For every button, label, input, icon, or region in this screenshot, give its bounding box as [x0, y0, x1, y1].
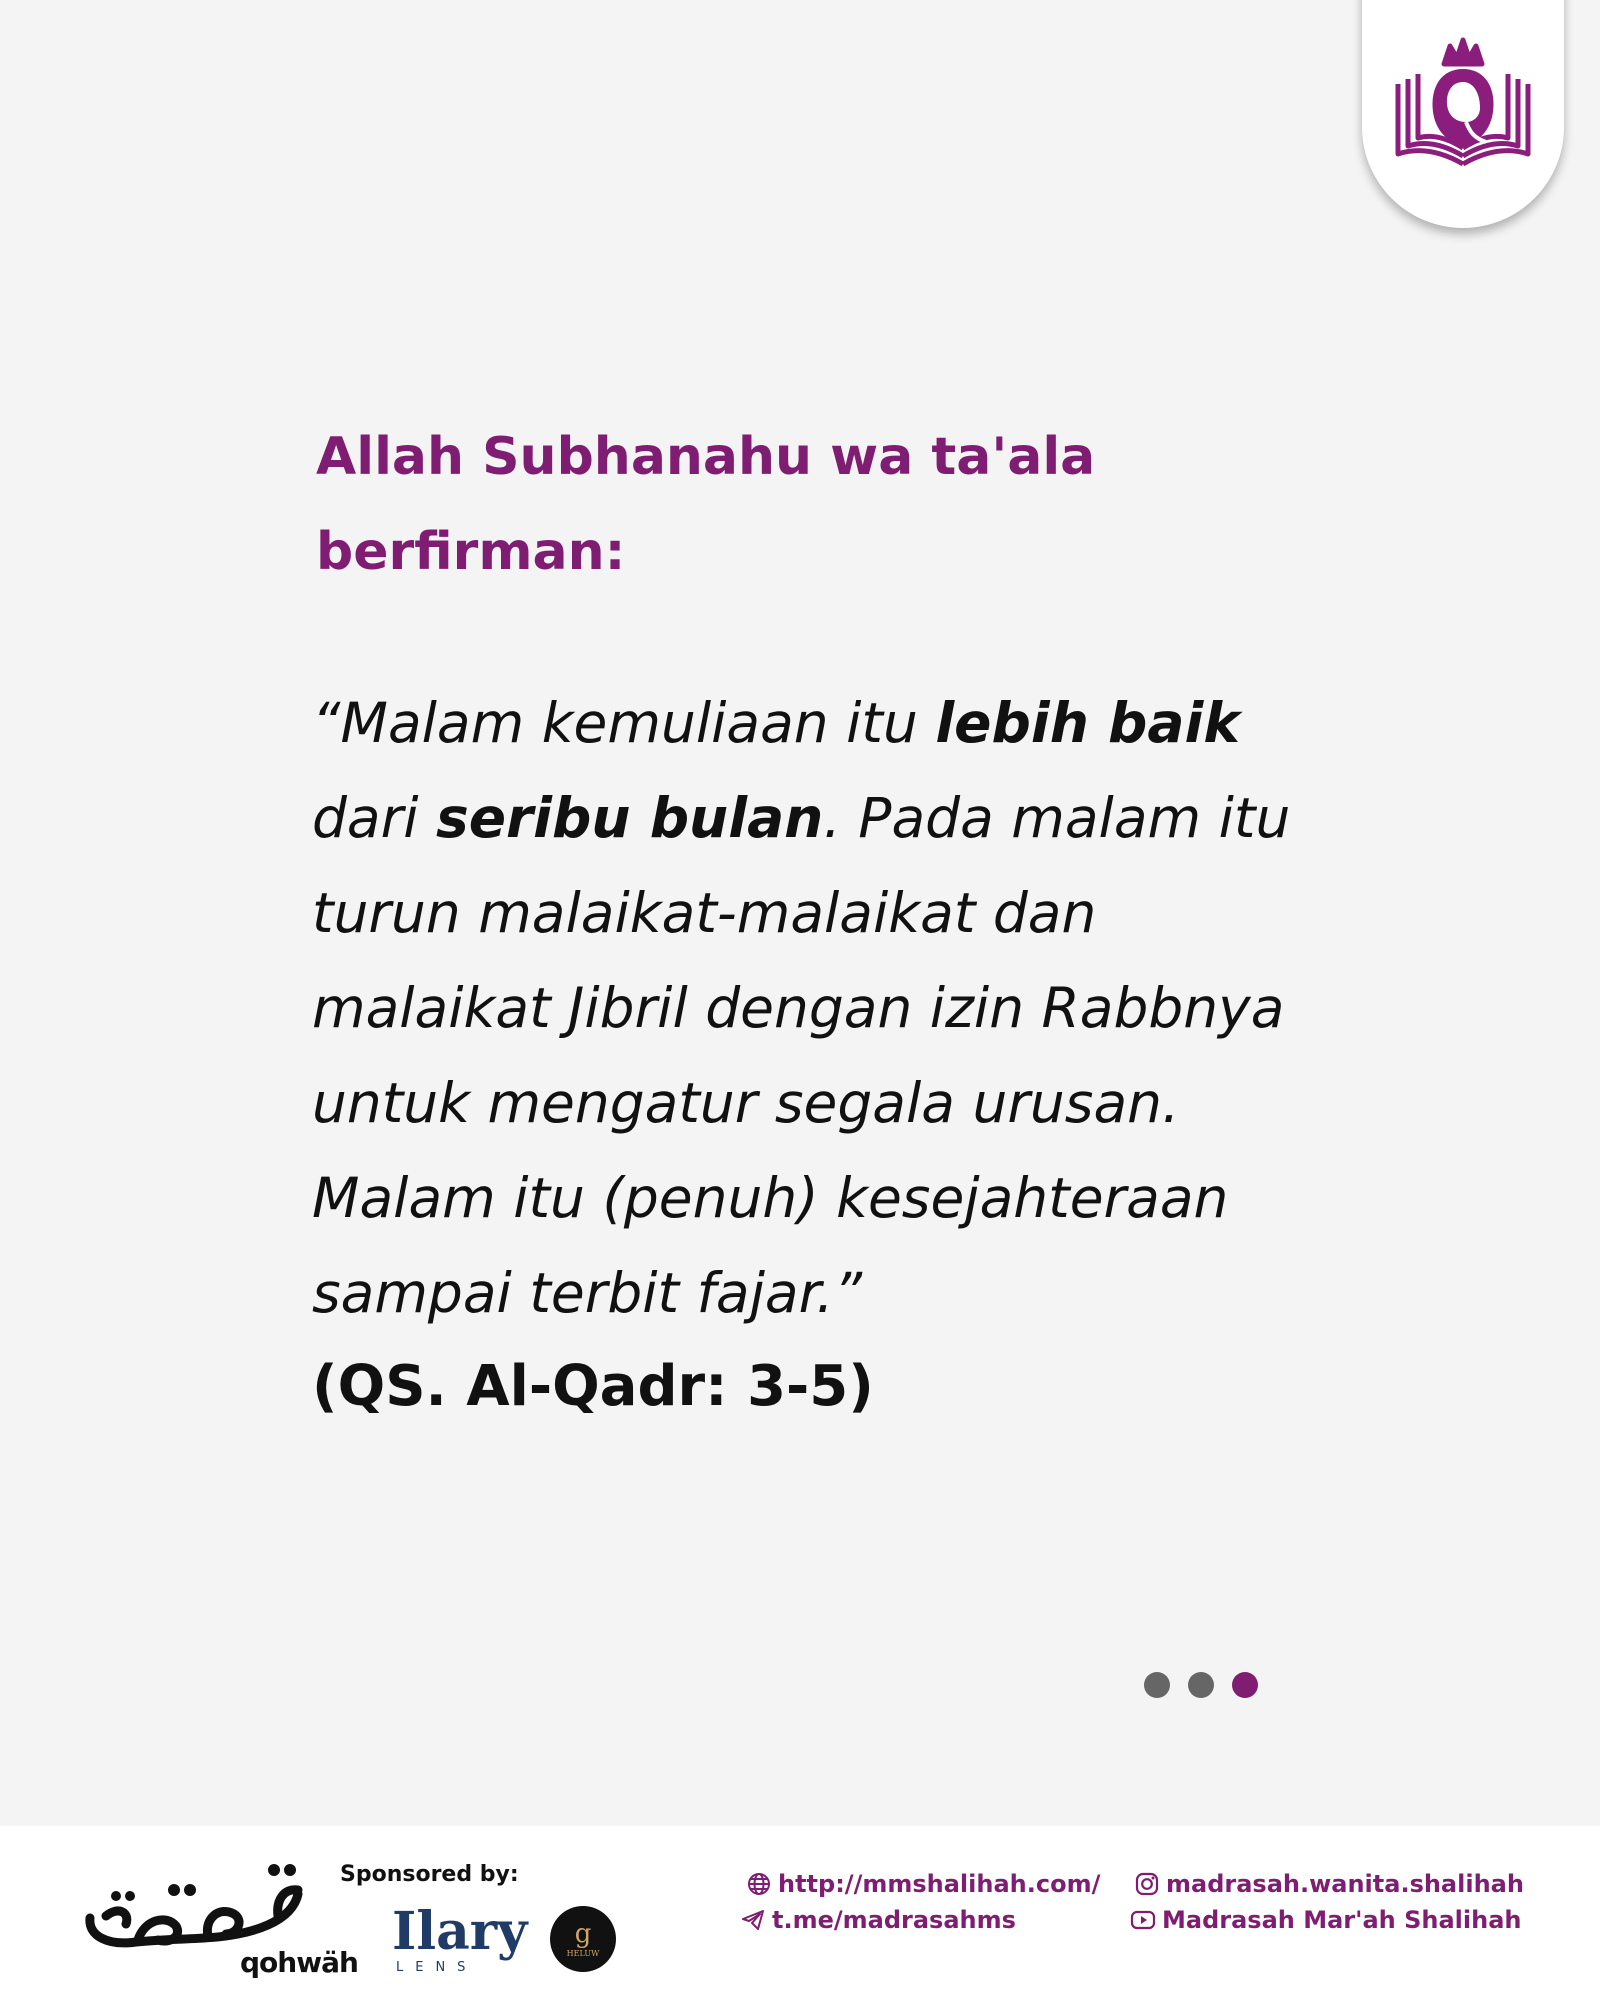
quote-emphasis: seribu bulan [436, 786, 824, 850]
heluw-text: HELUW [566, 1948, 600, 1958]
quote-fragment: . Pada malam itu [823, 786, 1291, 850]
quote-fragment: dari [312, 786, 436, 850]
quote-line [312, 771, 1352, 866]
pagination-dots [1144, 1672, 1258, 1698]
quote-line: sampai terbit fajar.” [312, 1261, 863, 1325]
youtube-link[interactable] [1130, 1906, 1522, 1934]
website-text: http://mmshalihah.com/ [778, 1870, 1101, 1898]
sponsored-label: Sponsored by: [340, 1862, 519, 1887]
website-link[interactable] [746, 1870, 1100, 1898]
telegram-text: t.me/madrasahms [772, 1906, 1016, 1934]
heluw-mark-icon: ց [574, 1918, 592, 1949]
quote-line: Malam itu (penuh) kesejahteraan [312, 1166, 1229, 1230]
youtube-icon [1130, 1907, 1156, 1933]
page-dot-3-active[interactable] [1232, 1672, 1258, 1698]
quote-emphasis: lebih baik [935, 691, 1240, 755]
quote-line [312, 676, 1352, 771]
instagram-link[interactable] [1134, 1870, 1524, 1898]
madrasah-logo-icon [1378, 24, 1548, 194]
instagram-text: madrasah.wanita.shalihah [1166, 1870, 1524, 1898]
telegram-link[interactable] [740, 1906, 1016, 1934]
quran-reference: (QS. Al-Qadr: 3-5) [312, 1354, 874, 1419]
qohwah-wordmark: qohwäh [240, 1946, 358, 1979]
heluw-logo [550, 1906, 616, 1972]
heading-line-2: berfirman: [316, 522, 626, 582]
quote-text [312, 676, 1352, 1341]
quote-fragment: “Malam kemuliaan itu [312, 691, 936, 755]
heading-line-1: Allah Subhanahu wa ta'ala [316, 427, 1096, 487]
quote-line: malaikat Jibril dengan izin Rabbnya [312, 976, 1285, 1040]
youtube-text: Madrasah Mar'ah Shalihah [1162, 1906, 1522, 1934]
globe-icon [746, 1871, 772, 1897]
quote-line: untuk mengatur segala urusan. [312, 1071, 1180, 1135]
quote-line: turun malaikat-malaikat dan [312, 881, 1097, 945]
instagram-icon [1134, 1871, 1160, 1897]
footer [0, 1826, 1600, 2000]
ilary-logo-sub: LENS [396, 1960, 478, 1975]
page-dot-2[interactable] [1188, 1672, 1214, 1698]
ilary-logo: Ilary [392, 1901, 528, 1962]
page-dot-1[interactable] [1144, 1672, 1170, 1698]
heading [316, 410, 1216, 600]
madrasah-logo-badge [1362, 0, 1564, 228]
telegram-icon [740, 1907, 766, 1933]
